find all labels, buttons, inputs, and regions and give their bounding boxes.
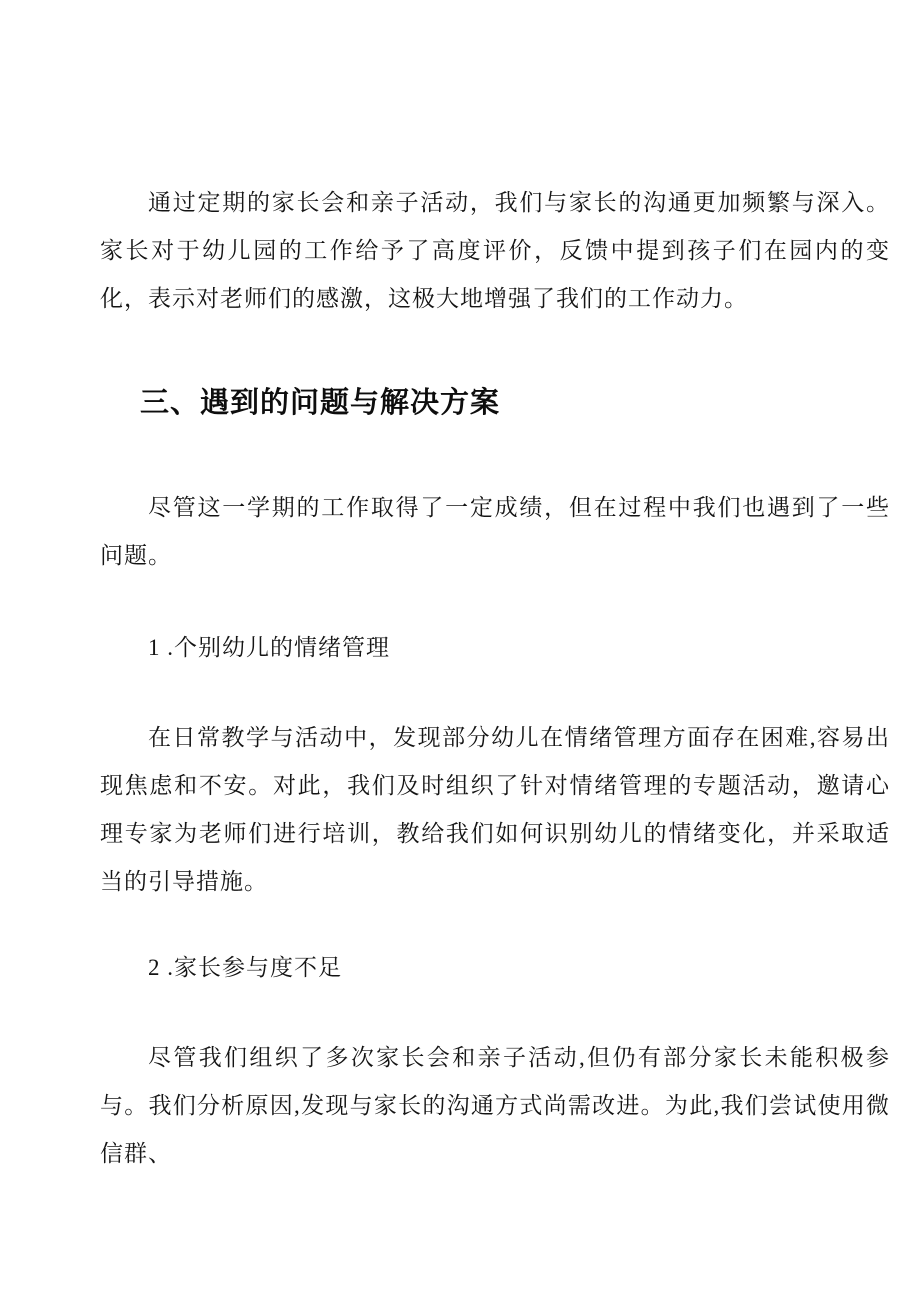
paragraph-parent-participation-detail: 尽管我们组织了多次家长会和亲子活动,但仍有部分家长未能积极参与。我们分析原因,发现与家长的沟通方式尚需改进。为此,我们尝试使用微信群、 (100, 1045, 890, 1166)
paragraph-problems-intro: 尽管这一学期的工作取得了一定成绩，但在过程中我们也遇到了一些问题。 (100, 495, 890, 568)
paragraph-family-communication: 通过定期的家长会和亲子活动，我们与家长的沟通更加频繁与深入。家长对于幼儿园的工作给予了高度评价，反馈中提到孩子们在园内的变化，表示对老师们的感激，这极大地增强了我们的工作动力。 (100, 190, 890, 311)
subheading-emotion-management: 1 .个别幼儿的情绪管理 (148, 635, 390, 660)
paragraph-emotion-management-detail: 在日常教学与活动中，发现部分幼儿在情绪管理方面存在困难,容易出现焦虑和不安。对此，我们及时组织了针对情绪管理的专题活动，邀请心理专家为老师们进行培训，教给我们如何识别幼儿的情绪变化，并采取适当的引导措施。 (100, 725, 890, 894)
subheading-parent-participation: 2 .家长参与度不足 (148, 955, 342, 980)
section-heading-problems-and-solutions: 三、遇到的问题与解决方案 (140, 387, 501, 419)
